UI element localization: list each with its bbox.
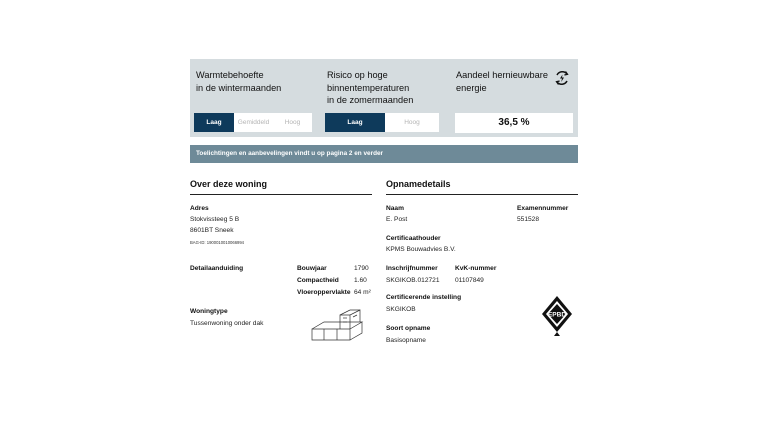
renewable-share-value: 36,5 % <box>455 113 573 133</box>
section-title-opname: Opnamedetails <box>386 179 451 189</box>
overheating-risk-title-line3: in de zomermaanden <box>327 95 414 105</box>
overheating-risk-option-high: Hoog <box>385 113 439 132</box>
adres-line2: 8601BT Sneek <box>190 227 234 234</box>
terraced-house-icon <box>310 309 370 341</box>
bag-id: BAG-ID: 1900010010066994 <box>190 240 245 245</box>
inschrijfnummer-label: Inschrijfnummer <box>386 265 438 272</box>
adres-line1: Stokvissteeg 5 B <box>190 216 240 223</box>
section-title-woning: Over deze woning <box>190 179 268 189</box>
certificaathouder-label: Certificaathouder <box>386 235 441 242</box>
compactheid-value: 1.60 <box>354 277 367 284</box>
woningtype-value: Tussenwoning onder dak <box>190 320 264 327</box>
epbd-logo <box>541 295 573 337</box>
bouwjaar-label: Bouwjaar <box>297 265 327 272</box>
kvk-label: KvK-nummer <box>455 265 497 272</box>
renewable-share-title-line2: energie <box>456 82 487 93</box>
woningtype-label: Woningtype <box>190 308 228 315</box>
svg-text:EPBD: EPBD <box>547 311 567 319</box>
recycle-energy-icon <box>553 68 571 88</box>
heat-demand-scale <box>194 113 312 132</box>
heat-demand-option-medium: Gemiddeld <box>234 113 273 132</box>
heat-demand-option-high: Hoog <box>273 113 312 132</box>
certificaathouder-value: KPMS Bouwadvies B.V. <box>386 246 456 253</box>
overheating-risk-title-line1: Risico op hoge <box>327 70 388 80</box>
section-rule-woning <box>190 194 372 195</box>
heat-demand-title-line2: in de wintermaanden <box>196 82 282 93</box>
bouwjaar-value: 1790 <box>354 265 369 272</box>
soort-opname-label: Soort opname <box>386 325 431 332</box>
heat-demand-title <box>196 69 281 94</box>
overheating-risk-title <box>327 69 413 107</box>
naam-value: E. Post <box>386 216 408 223</box>
heat-demand-option-low: Laag <box>194 113 234 132</box>
renewable-share-title <box>456 69 548 94</box>
renewable-share-title-line1: Aandeel hernieuwbare <box>456 70 548 80</box>
adres-label: Adres <box>190 205 209 212</box>
instelling-label: Certificerende instelling <box>386 294 462 301</box>
overheating-risk-title-line2: binnentemperaturen <box>327 82 410 93</box>
examen-value: 551528 <box>517 216 540 223</box>
overheating-risk-scale <box>325 113 439 132</box>
compactheid-label: Compactheid <box>297 277 339 284</box>
soort-opname-value: Basisopname <box>386 337 426 344</box>
instelling-value: SKGIKOB <box>386 306 416 313</box>
naam-label: Naam <box>386 205 404 212</box>
inschrijfnummer-value: SKGIKOB.012721 <box>386 277 440 284</box>
examen-label: Examennummer <box>517 205 569 212</box>
section-rule-opname <box>386 194 578 195</box>
oppervlakte-value: 64 m² <box>354 289 371 296</box>
info-banner: Toelichtingen en aanbevelingen vindt u op pagina 2 en verder <box>190 145 578 163</box>
oppervlakte-label: Vloeroppervlakte <box>297 289 351 296</box>
overheating-risk-option-low: Laag <box>325 113 385 132</box>
kvk-value: 01107849 <box>455 277 484 284</box>
detail-label: Detailaanduiding <box>190 265 244 272</box>
heat-demand-title-line1: Warmtebehoefte <box>196 70 264 80</box>
